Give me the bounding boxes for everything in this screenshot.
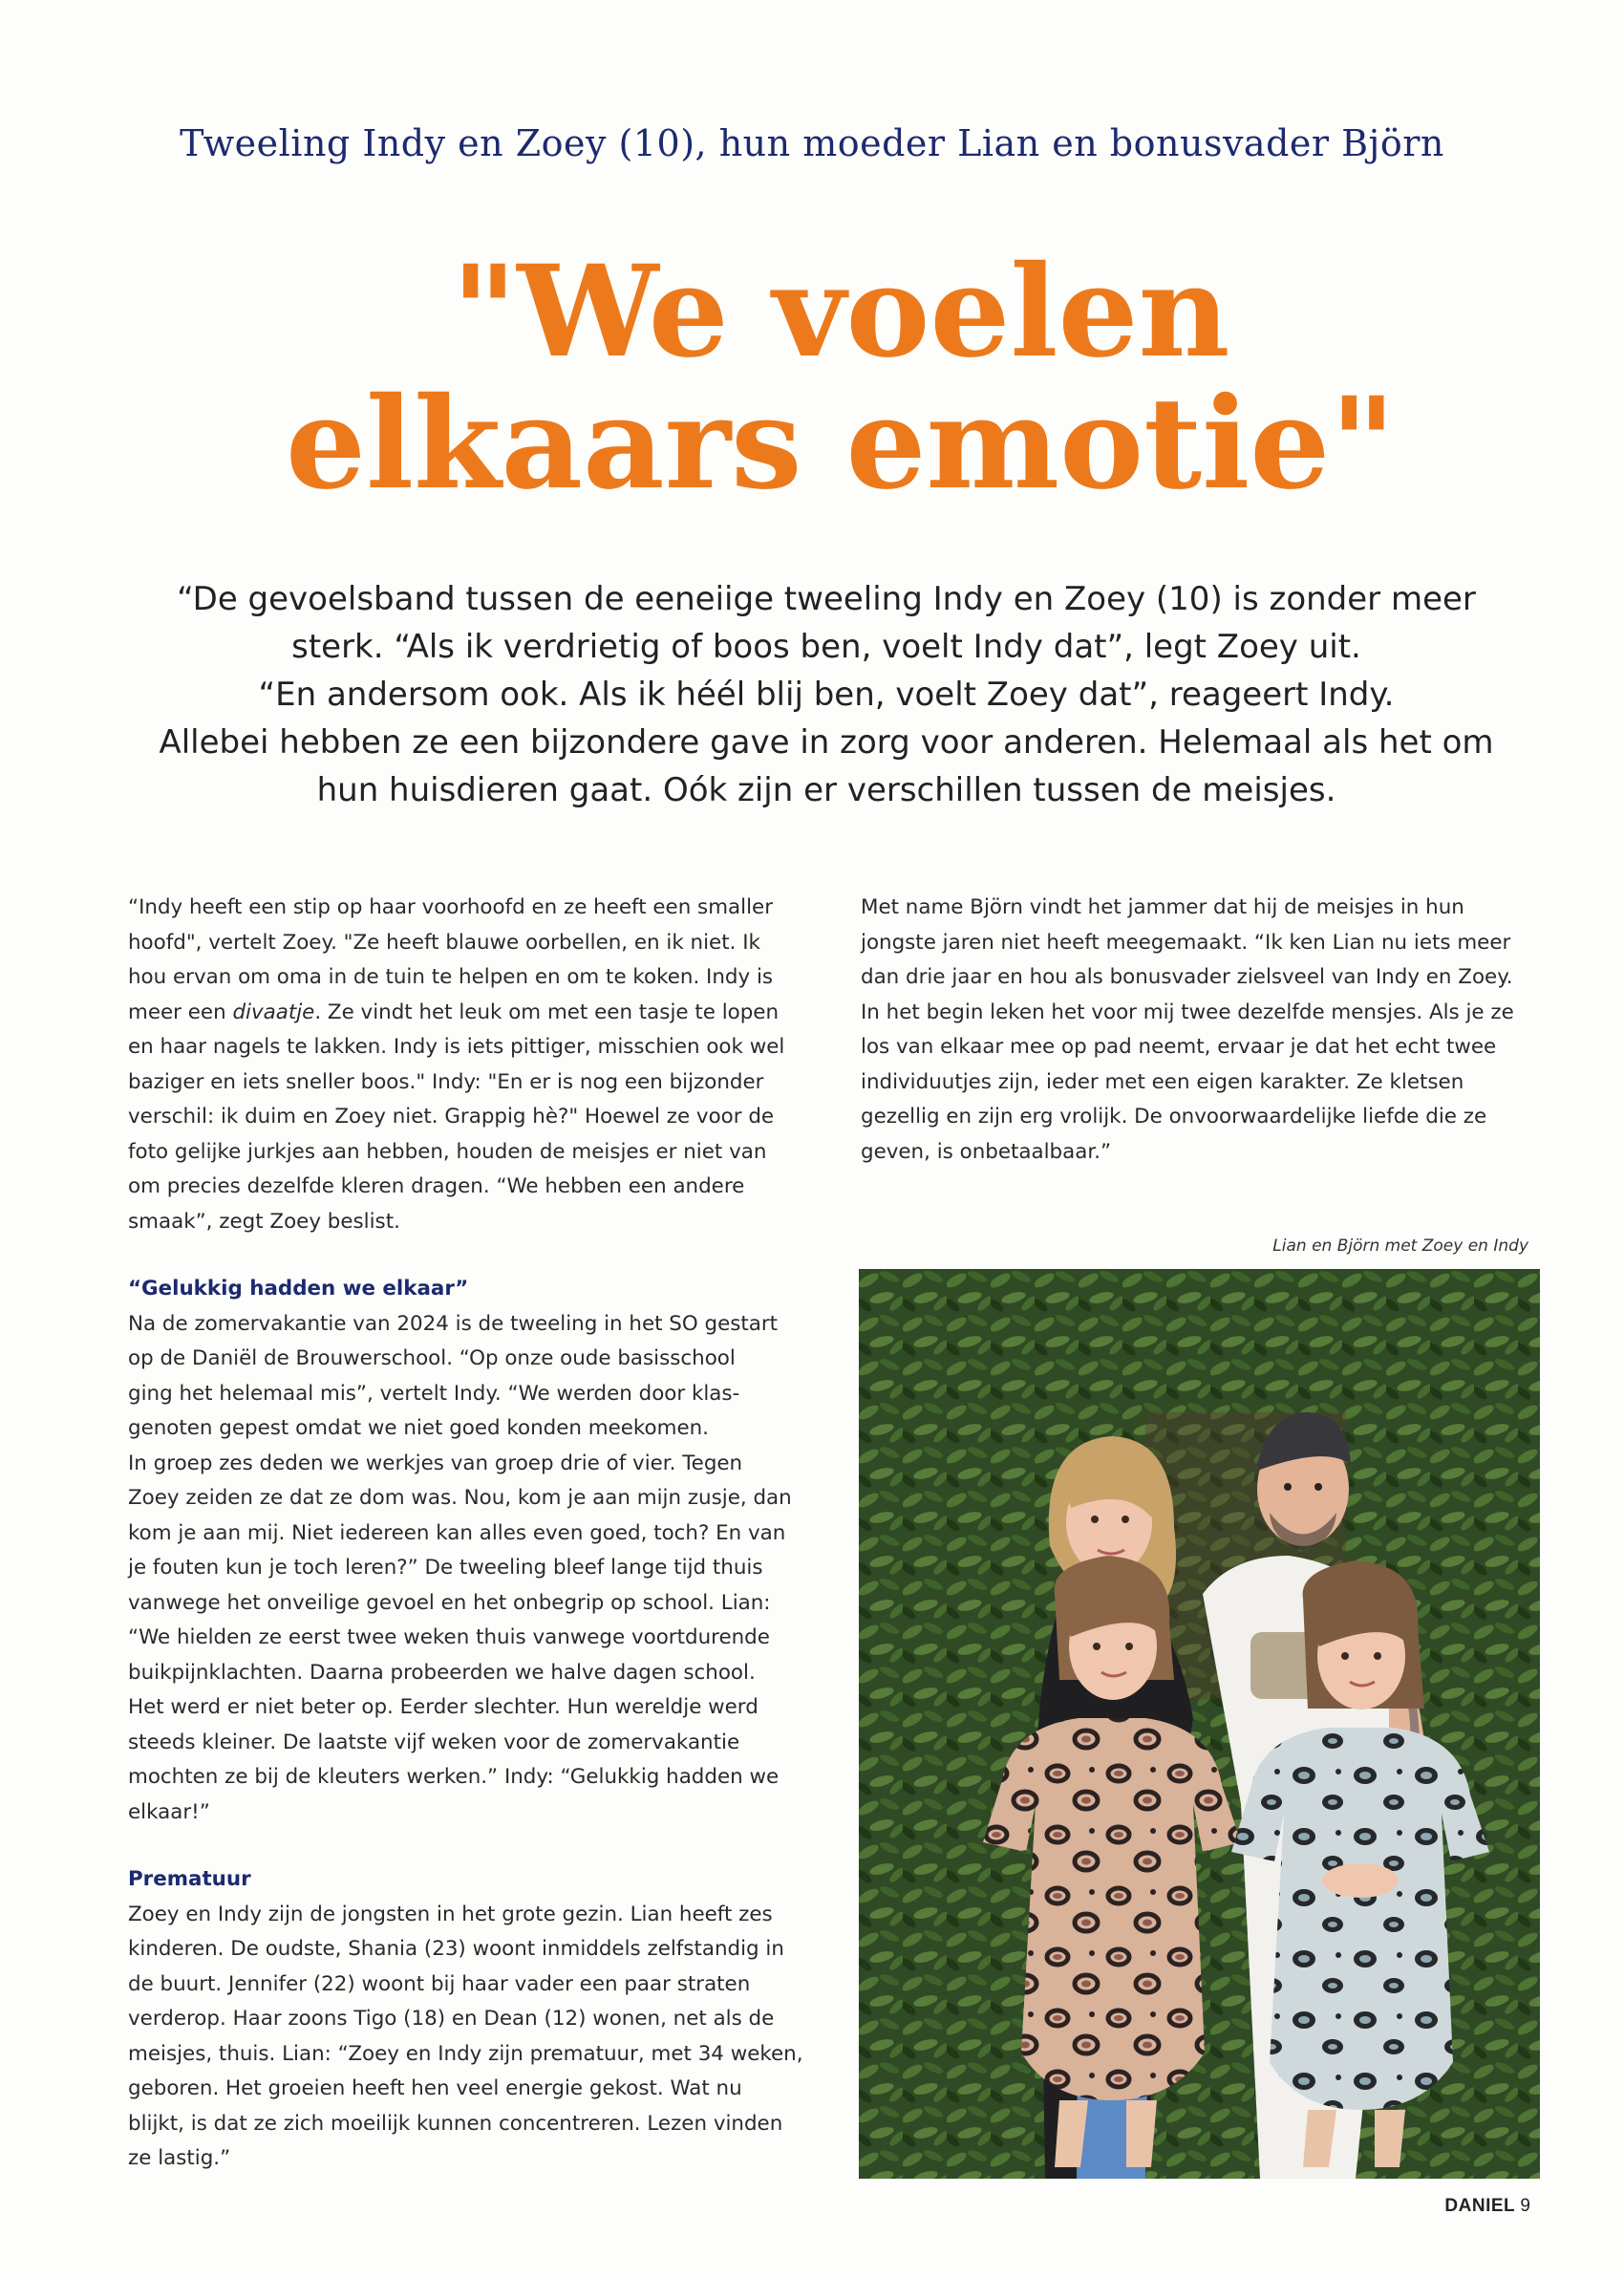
text-line: Zoey en Indy zijn de jongsten in het grote gezin. Lian heeft zes: [128, 1902, 773, 1926]
text-line: “We hielden ze eerst twee weken thuis vanwege voortdurende: [128, 1625, 770, 1649]
text-line: meisjes, thuis. Lian: “Zoey en Indy zijn prematuur, met 34 weken,: [128, 2041, 803, 2066]
section-heading-gelukkig: “Gelukkig hadden we elkaar”: [128, 1277, 469, 1301]
text-line: ging het helemaal mis”, vertelt Indy. “We werden door klas-: [128, 1381, 740, 1406]
headline-line-1: "We voelen: [451, 238, 1230, 386]
article-intro: [143, 575, 1509, 814]
text-line: “Indy heeft een stip op haar voorhoofd en ze heeft een smaller: [128, 895, 773, 919]
paragraph-bjorn: [861, 891, 1549, 1170]
text-line: en haar nagels te lakken. Indy is iets pittiger, misschien ook wel: [128, 1035, 785, 1059]
family-photo-illustration: [859, 1269, 1540, 2179]
text-line: gezellig en zijn erg vrolijk. De onvoorwaardelijke liefde die ze: [861, 1105, 1487, 1129]
left-column: [128, 891, 816, 2177]
page-number: 9: [1520, 2196, 1530, 2216]
intro-line: “De gevoelsband tussen de eeneiige tweeling Indy en Zoey (10) is zonder meer: [177, 580, 1476, 618]
text-line: In het begin leken het voor mij twee dezelfde mensjes. Als je ze: [861, 1000, 1514, 1024]
text-line: baziger en iets sneller boos." Indy: "En er is nog een bijzonder: [128, 1069, 764, 1094]
text-line: genoten gepest omdat we niet goed konden meekomen.: [128, 1416, 709, 1440]
text-line: Het werd er niet beter op. Eerder slechter. Hun wereldje werd: [128, 1695, 759, 1719]
text-span: . Ze vindt het leuk om met een tasje te lopen: [314, 1000, 780, 1024]
right-column: [861, 891, 1549, 1170]
text-line: verschil: ik duim en Zoey niet. Grappig hè?" Hoewel ze voor de: [128, 1105, 775, 1129]
page-footer: [1444, 2196, 1530, 2217]
text-line: [128, 996, 816, 1031]
family-photo: [859, 1269, 1540, 2179]
text-line: je fouten kun je toch leren?” De tweeling bleef lange tijd thuis: [128, 1556, 763, 1580]
intro-line: sterk. “Als ik verdrietig of boos ben, voelt Indy dat”, legt Zoey uit.: [291, 628, 1361, 666]
section-heading-prematuur: Prematuur: [128, 1867, 251, 1891]
paragraph-1: [128, 891, 816, 1239]
article-headline: [0, 238, 1624, 518]
text-line: In groep zes deden we werkjes van groep drie of vier. Tegen: [128, 1451, 743, 1475]
text-line: hoofd", vertelt Zoey. "Ze heeft blauwe oorbellen, en ik niet. Ik: [128, 930, 760, 955]
text-line: steeds kleiner. De laatste vijf weken voor de zomervakantie: [128, 1730, 740, 1754]
text-line: verderop. Haar zoons Tigo (18) en Dean (12) wonen, net als de: [128, 2007, 775, 2031]
text-line: jongste jaren niet heeft meegemaakt. “Ik ken Lian nu iets meer: [861, 930, 1511, 955]
text-line: elkaar!”: [128, 1799, 210, 1824]
text-line: vanwege het onveilige gevoel en het onbegrip op school. Lian:: [128, 1590, 771, 1615]
photo-caption: Lian en Björn met Zoey en Indy: [1272, 1236, 1528, 1256]
text-line: kinderen. De oudste, Shania (23) woont inmiddels zelfstandig in: [128, 1937, 784, 1961]
text-line: foto gelijke jurkjes aan hebben, houden de meisjes er niet van: [128, 1139, 767, 1164]
intro-line: “En andersom ook. Als ik héél blij ben, voelt Zoey dat”, reageert Indy.: [258, 676, 1395, 714]
text-line: Na de zomervakantie van 2024 is de tweeling in het SO gestart: [128, 1311, 779, 1336]
text-span: meer een: [128, 1000, 233, 1024]
text-line: mochten ze bij de kleuters werken.” Indy: “Gelukkig hadden we: [128, 1765, 780, 1789]
text-line: op de Daniël de Brouwerschool. “Op onze oude basisschool: [128, 1346, 736, 1370]
text-line: geboren. Het groeien heeft hen veel energie gekost. Wat nu: [128, 2076, 742, 2100]
magazine-brand: DANIEL: [1444, 2196, 1516, 2216]
text-line: los van elkaar mee op pad neemt, ervaar je dat het echt twee: [861, 1035, 1497, 1059]
text-line: smaak”, zegt Zoey beslist.: [128, 1209, 400, 1234]
text-line: om precies dezelfde kleren dragen. “We hebben een andere: [128, 1174, 745, 1198]
paragraph-3: [128, 1898, 816, 2177]
text-line: de buurt. Jennifer (22) woont bij haar vader een paar straten: [128, 1971, 751, 1996]
text-line: Zoey zeiden ze dat ze dom was. Nou, kom je aan mijn zusje, dan: [128, 1486, 792, 1510]
text-line: dan drie jaar en hou als bonusvader zielsveel van Indy en Zoey.: [861, 965, 1513, 989]
text-line: ze lastig.”: [128, 2146, 231, 2170]
text-line: geven, is onbetaalbaar.”: [861, 1139, 1112, 1164]
headline-line-2: elkaars emotie": [285, 370, 1397, 518]
intro-line: Allebei hebben ze een bijzondere gave in zorg voor anderen. Helemaal als het om: [159, 723, 1494, 762]
text-line: individuutjes zijn, ieder met een eigen karakter. Ze kletsen: [861, 1069, 1464, 1094]
italic-word: divaatje: [232, 1000, 315, 1024]
article-kicker: Tweeling Indy en Zoey (10), hun moeder Lian en bonusvader Björn: [180, 122, 1444, 164]
paragraph-2: [128, 1307, 816, 1831]
intro-line: hun huisdieren gaat. Oók zijn er verschillen tussen de meisjes.: [316, 771, 1336, 809]
text-line: buikpijnklachten. Daarna probeerden we halve dagen school.: [128, 1660, 756, 1685]
text-line: kom je aan mij. Niet iedereen kan alles even goed, toch? En van: [128, 1520, 786, 1545]
text-line: hou ervan om oma in de tuin te helpen en om te koken. Indy is: [128, 965, 774, 989]
text-line: blijkt, is dat ze zich moeilijk kunnen concentreren. Lezen vinden: [128, 2111, 783, 2136]
text-line: Met name Björn vindt het jammer dat hij de meisjes in hun: [861, 895, 1464, 919]
